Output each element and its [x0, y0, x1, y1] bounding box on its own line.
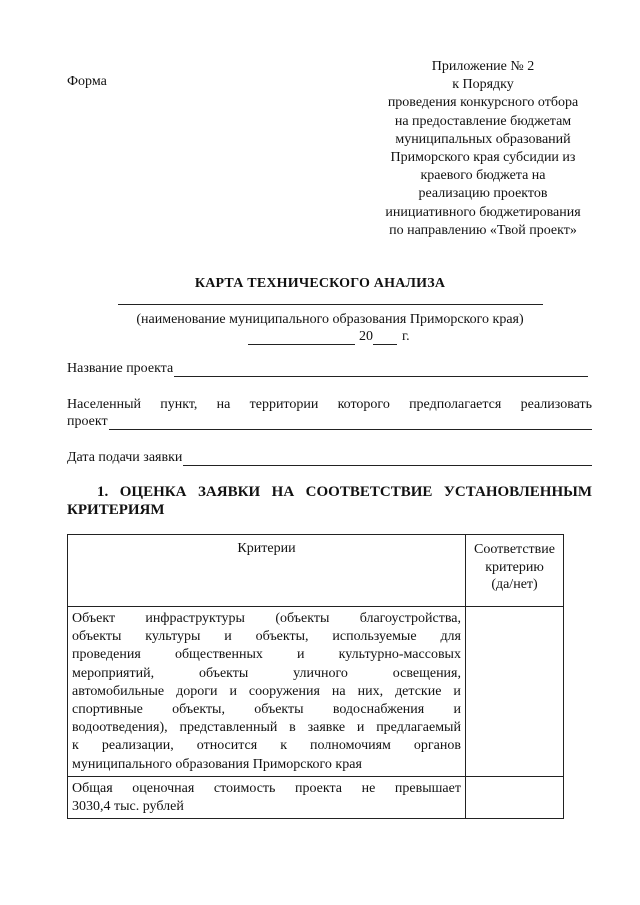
settlement-word: предполагается	[409, 397, 502, 412]
criterion-word: культуры	[145, 629, 201, 645]
criterion-line	[72, 701, 461, 719]
settlement-word: территории	[249, 397, 319, 412]
appendix-line: реализацию проектов	[418, 186, 548, 202]
criterion-word: объекты	[72, 629, 122, 645]
section-heading	[67, 483, 592, 519]
project-name-label: Название проекта	[67, 361, 174, 376]
criterion-word: к	[72, 738, 79, 754]
criterion-word: общественных	[174, 647, 263, 663]
appendix-line: инициативного бюджетирования	[385, 204, 581, 220]
criterion-word: Общая	[72, 780, 113, 796]
header-match-line: критерию	[485, 559, 544, 575]
appendix-line: по направлению «Твой проект»	[389, 222, 577, 238]
criterion-word: заявке	[307, 720, 346, 736]
appendix-line: на предоставление бюджетам	[394, 113, 572, 129]
criterion-word: инфраструктуры	[145, 611, 245, 626]
criterion-line	[72, 719, 461, 737]
criteria-table	[67, 534, 564, 819]
appendix-line: муниципальных образований	[395, 131, 571, 147]
table-row	[68, 776, 564, 818]
settlement-row	[67, 414, 592, 430]
criterion-word: автомобильные	[72, 683, 165, 699]
criterion-word: проведения	[72, 647, 141, 663]
criterion-word: и	[356, 720, 365, 736]
criterion-line	[72, 628, 461, 646]
form-label: Форма	[67, 74, 107, 89]
date-row	[248, 329, 410, 345]
criterion-word: проекта	[295, 780, 343, 796]
project-name-row	[67, 361, 588, 377]
criterion-word: и	[453, 683, 461, 699]
settlement-word: Населенный	[67, 397, 142, 412]
criterion-last-line: муниципального образования Приморского края	[72, 756, 362, 772]
header-match-line: Соответствие	[474, 542, 555, 557]
criterion-word: объекты,	[255, 629, 309, 645]
criterion-word: сооружения	[248, 683, 320, 699]
header-criteria: Критерии	[68, 535, 466, 607]
criterion-cell	[68, 776, 466, 818]
criterion-word: спортивные	[72, 702, 143, 718]
section-word: 1.	[97, 484, 109, 500]
criterion-word: и	[297, 647, 305, 663]
date-year-suffix: г.	[402, 329, 410, 344]
section-word: ОЦЕНКА	[119, 484, 187, 500]
criterion-line	[72, 665, 461, 683]
criterion-word: благоустройства,	[359, 611, 461, 626]
criterion-word: объекты	[198, 665, 249, 681]
criterion-line	[72, 646, 461, 664]
document-title: КАРТА ТЕХНИЧЕСКОГО АНАЛИЗА	[194, 276, 446, 291]
criterion-word: превышает	[394, 780, 461, 796]
criterion-word: представленный	[179, 720, 278, 736]
settlement-word: реализовать	[520, 397, 592, 412]
criterion-line	[72, 737, 461, 755]
submission-date-label: Дата подачи заявки	[67, 450, 183, 465]
criterion-word: водоотведения),	[72, 720, 168, 736]
section-word: НА	[271, 484, 295, 500]
settlement-word: которого	[337, 397, 390, 412]
criterion-word: (объекты	[275, 611, 330, 626]
settlement-word: пункт,	[160, 397, 198, 412]
criterion-cell	[68, 607, 466, 777]
date-day-month-blank	[248, 329, 355, 345]
date-year-blank	[373, 329, 397, 345]
appendix-line: проведения конкурсного отбора	[387, 95, 579, 111]
appendix-line: Приложение № 2	[431, 59, 535, 74]
criterion-word: дороги	[176, 683, 218, 699]
appendix-line: краевого бюджета на	[420, 168, 546, 184]
criterion-word: и	[229, 683, 237, 699]
criterion-word: и	[453, 702, 461, 718]
table-header-row	[68, 535, 564, 607]
date-year-prefix: 20	[359, 329, 373, 344]
settlement-word: на	[216, 397, 231, 412]
criterion-word: предлагаемый	[376, 720, 461, 736]
criterion-word: на	[331, 683, 346, 699]
settlement-line	[67, 397, 592, 413]
criterion-word: органов	[413, 738, 461, 754]
criterion-word: освещения,	[392, 665, 461, 681]
criterion-word: водоснабжения	[332, 702, 425, 718]
section-word: СООТВЕТСТВИЕ	[305, 484, 433, 500]
match-cell[interactable]	[466, 607, 564, 777]
criterion-word: мероприятий,	[72, 665, 155, 681]
criterion-word: к	[280, 738, 288, 754]
appendix-line: к Порядку	[452, 77, 514, 93]
submission-date-row	[67, 450, 592, 466]
criterion-word: реализации,	[101, 738, 174, 754]
criterion-line	[72, 780, 461, 798]
criterion-word: для	[440, 629, 461, 645]
settlement-tail: проект	[67, 414, 108, 429]
criterion-word: них,	[357, 683, 384, 699]
municipality-name-blank	[118, 304, 543, 305]
criterion-word: и	[224, 629, 232, 645]
criterion-word: оценочная	[132, 780, 195, 796]
criterion-word: в	[289, 720, 296, 736]
criterion-word: относится	[196, 738, 258, 754]
header-match-line: (да/нет)	[491, 577, 538, 592]
municipality-caption: (наименование муниципального образования Приморского края)	[136, 312, 524, 327]
section-word: ЗАЯВКИ	[198, 484, 261, 500]
criterion-word: стоимость	[213, 780, 276, 796]
section-word: УСТАНОВЛЕННЫМ	[443, 484, 592, 500]
criterion-word: не	[361, 780, 376, 796]
appendix-line: Приморского края субсидии из	[390, 150, 576, 166]
project-name-field[interactable]	[174, 362, 588, 377]
criterion-word: полномочиям	[310, 738, 391, 754]
submission-date-field[interactable]	[183, 451, 592, 466]
criterion-word: детские	[395, 683, 442, 699]
table-row	[68, 607, 564, 777]
criterion-word: культурно-массовых	[338, 647, 461, 663]
criterion-word: объекты	[254, 702, 304, 718]
criterion-line	[72, 683, 461, 701]
header-match	[466, 535, 564, 607]
criterion-word: Объект	[72, 611, 116, 626]
criterion-word: уличного	[293, 665, 348, 681]
criterion-word: объекты,	[172, 702, 225, 718]
criterion-word: используемые	[332, 629, 417, 645]
criterion-last-line: 3030,4 тыс. рублей	[72, 799, 184, 815]
appendix-block	[368, 58, 598, 240]
section-line-2: КРИТЕРИЯМ	[67, 502, 165, 518]
criterion-line	[72, 610, 461, 628]
settlement-field[interactable]	[109, 415, 592, 430]
match-cell[interactable]	[466, 776, 564, 818]
